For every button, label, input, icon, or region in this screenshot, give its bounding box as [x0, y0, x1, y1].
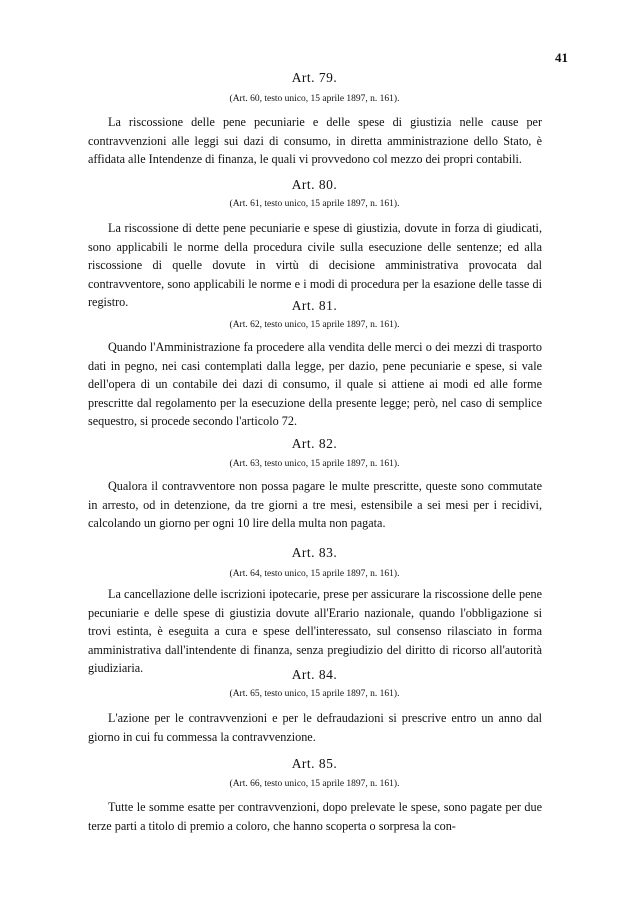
- article-heading: Art. 79.: [291, 70, 338, 85]
- article-text: Qualora il contravventore non possa pagare le multe prescritte, queste sono commutate in arresto, od in detenzione, da tre giorni a tre mesi, estensibile a sei mesi per i recidivi, calcolando un giorno per ogni 10 lire della multa non pagata.: [88, 479, 542, 530]
- article-reference: (Art. 63, testo unico, 15 aprile 1897, n. 161).: [229, 459, 400, 469]
- article-reference: (Art. 65, testo unico, 15 aprile 1897, n. 161).: [229, 689, 400, 699]
- article-heading: Art. 83.: [291, 545, 338, 560]
- article-heading: Art. 80.: [291, 177, 338, 192]
- article-reference: (Art. 66, testo unico, 15 aprile 1897, n. 161).: [229, 779, 400, 789]
- article-heading: Art. 85.: [291, 756, 338, 771]
- article-heading: Art. 84.: [291, 667, 338, 682]
- article-reference: (Art. 60, testo unico, 15 aprile 1897, n. 161).: [229, 94, 400, 104]
- article-reference: (Art. 64, testo unico, 15 aprile 1897, n. 161).: [229, 569, 400, 579]
- article-text: La cancellazione delle iscrizioni ipotecarie, prese per assicurare la riscossione delle pene pecuniarie e delle spese di giustizia dovute all'Erario nazionale, quando l'obbligazione si trovi estinta, è eseguita a cura e spese dell'interessato, sul consenso rilasciato in forma amministrativa dall'intendente di finanza, senza pregiudizio del diritto di ricorso all'autorità giudiziaria.: [88, 587, 542, 675]
- article-heading: Art. 82.: [291, 436, 338, 451]
- article-reference: (Art. 61, testo unico, 15 aprile 1897, n. 161).: [229, 199, 400, 209]
- article-text: La riscossione delle pene pecuniarie e delle spese di giustizia nelle cause per contravvenzioni alle leggi sui dazi di consumo, in diretta amministrazione dello Stato, è affidata alle Intendenze di finanza, le quali vi provvedono col mezzo dei propri contabili.: [88, 115, 542, 166]
- article-text: L'azione per le contravvenzioni e per le defraudazioni si prescrive entro un anno dal giorno in cui fu commessa la contravvenzione.: [88, 711, 542, 744]
- article-text: Tutte le somme esatte per contravvenzioni, dopo prelevate le spese, sono pagate per due terze parti a titolo di premio a coloro, che hanno scoperta o sorpresa la con-: [88, 800, 542, 833]
- page-number: 41: [555, 50, 568, 65]
- article-text: Quando l'Amministrazione fa procedere alla vendita delle merci o dei mezzi di trasporto dati in pegno, nei casi contemplati dalla legge, per dazio, pene pecuniarie e spese, si vale dell'opera di un contabile dei dazi di consumo, il quale si attiene ai modi ed alle forme prescritte dal regolamento per la esecuzione della presente legge; però, nel caso di semplice sequestro, si procede secondo l'articolo 72.: [88, 340, 542, 428]
- article-text: La riscossione di dette pene pecuniarie e spese di giustizia, dovute in forza di giudicati, sono applicabili le norme della procedura civile sulla esecuzione delle sentenze; ed alla riscossione di quelle dovute in virtù di decisione amministrativa provocata dal contravventore, sono applicabili le norme e i modi di procedura per la esazione delle tasse di registro.: [88, 221, 542, 309]
- article-reference: (Art. 62, testo unico, 15 aprile 1897, n. 161).: [229, 320, 400, 330]
- article-heading: Art. 81.: [291, 298, 338, 313]
